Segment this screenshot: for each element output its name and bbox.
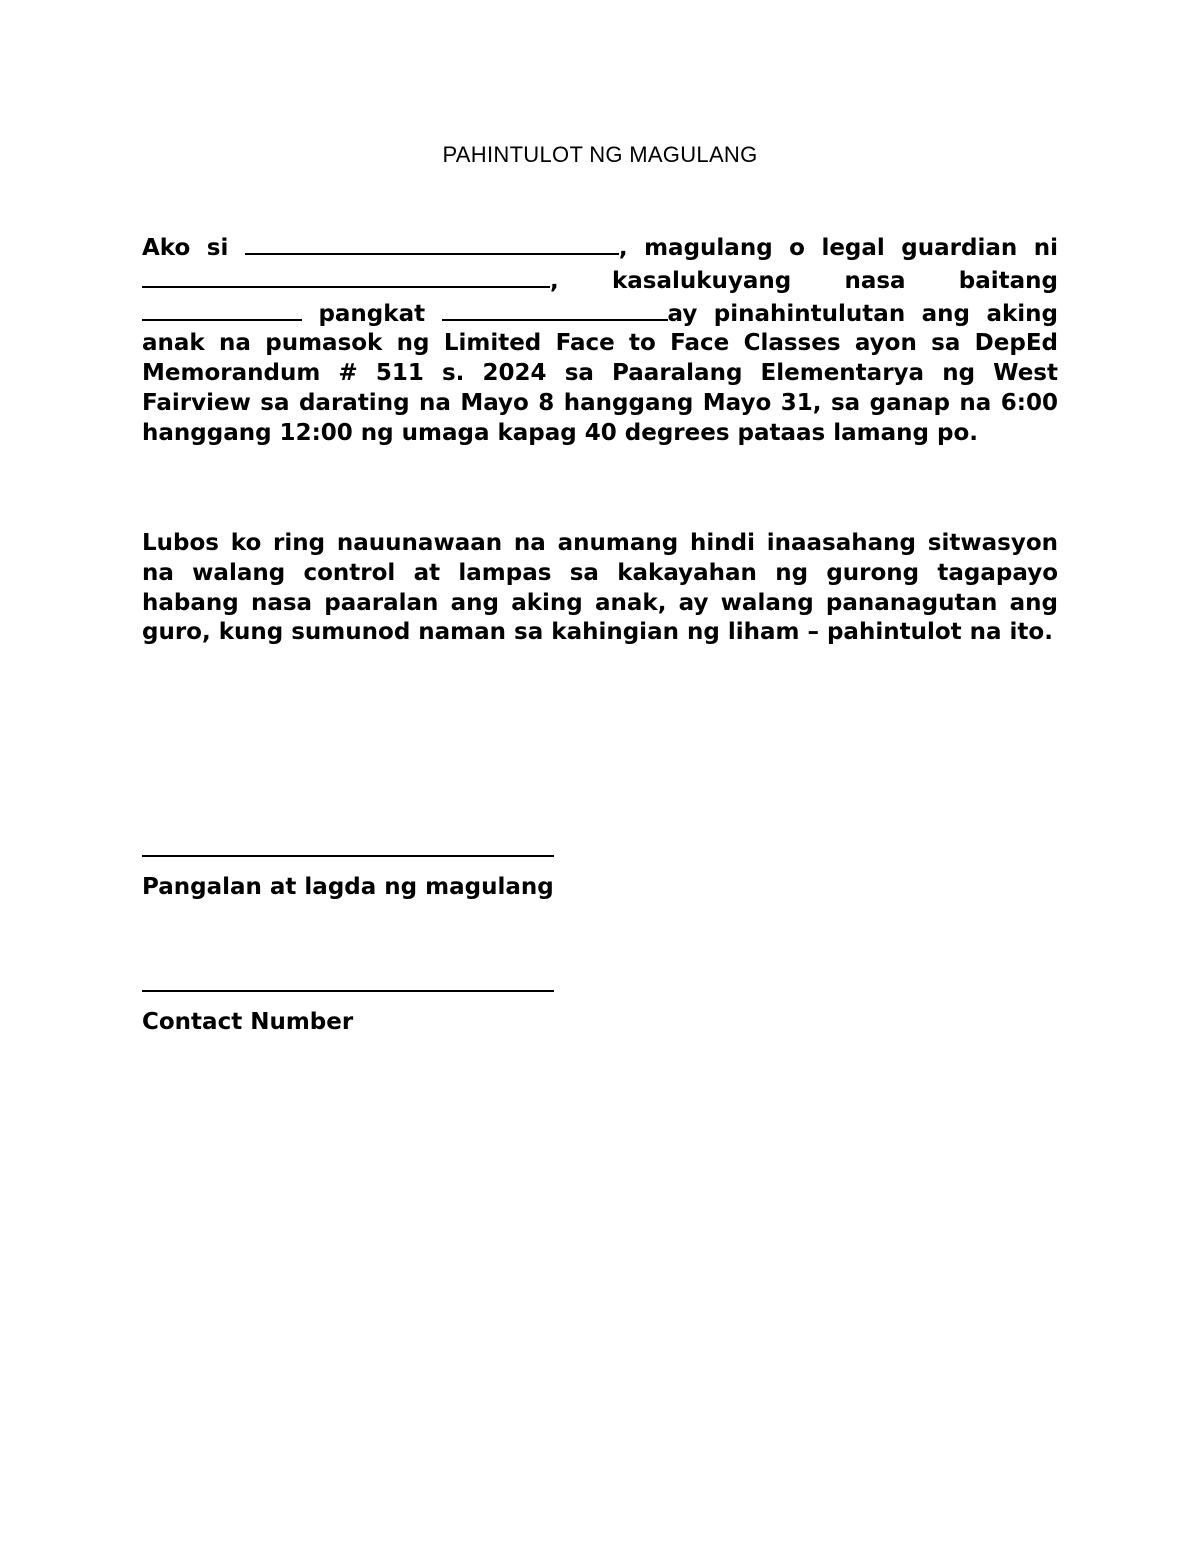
parent-name-blank[interactable] xyxy=(245,231,619,255)
consent-paragraph xyxy=(142,231,1058,449)
para1-text-4: pangkat xyxy=(302,300,442,327)
para1-text-2: , magulang o legal guardian ni xyxy=(618,235,1058,261)
document-title: PAHINTULOT NG MAGULANG xyxy=(442,142,758,167)
contact-number-line[interactable] xyxy=(142,990,554,992)
signature-label: Pangalan at lagda ng magulang xyxy=(142,874,554,900)
para1-text-5: ay pinahintulutan ang aking anak na pumasok ng Limited Face to Face Classes ayon sa DepEd Memorandum # 511 s. 2024 sa Paaralang Elementarya ng West Fairview sa darating na Mayo 8 hanggang Mayo 31, sa ganap na 6:00 hanggang 12:00 ng umaga kapag 40 degrees pataas lamang po. xyxy=(142,300,1058,446)
liability-paragraph: Lubos ko ring nauunawaan na anumang hindi inaasahang sitwasyon na walang control at lampas sa kakayahan ng gurong tagapayo habang nasa paaralan ang aking anak, ay walang pananagutan ang guro, kung sumunod naman sa kahingian ng liham – pahintulot na ito. xyxy=(142,530,1058,646)
section-blank[interactable] xyxy=(442,297,668,321)
child-name-blank[interactable] xyxy=(142,264,550,288)
grade-level-blank[interactable] xyxy=(142,297,302,321)
para1-text-3: , kasalukuyang nasa baitang xyxy=(550,267,1058,294)
contact-number-label: Contact Number xyxy=(142,1009,354,1035)
para1-text-1: Ako si xyxy=(142,235,245,261)
signature-line[interactable] xyxy=(142,855,554,857)
